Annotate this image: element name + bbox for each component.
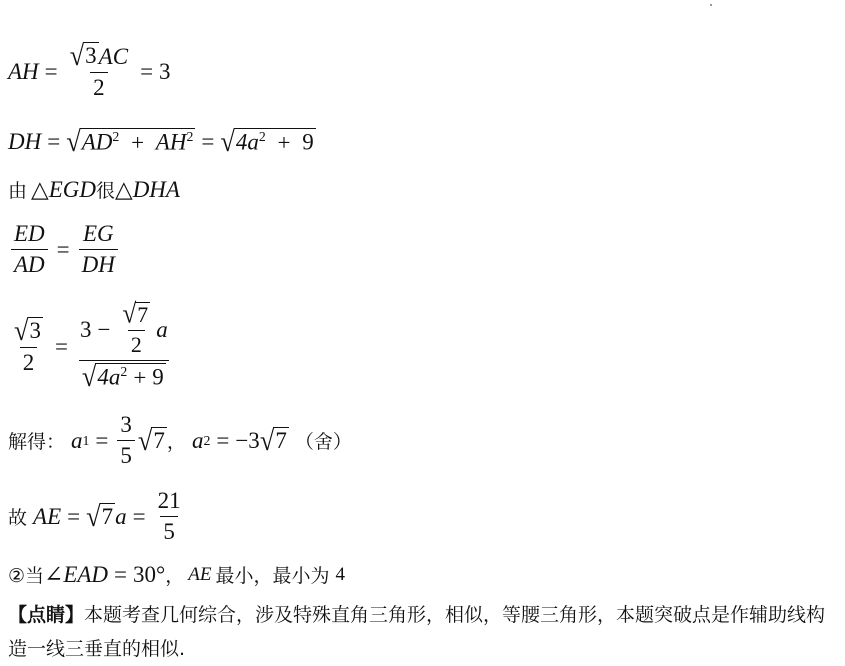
comment-label: 【点睛】 (8, 604, 85, 626)
stray-dot (710, 4, 712, 6)
ratio-equation: $\frac{ED}{AD}$ = $\frac{EG}{DH}$ (8, 221, 121, 278)
case-two: ②当 ∠EAD = 30° ， AE 最小，最小为 4 (8, 561, 345, 587)
comment-paragraph (8, 598, 838, 666)
substituted-equation: √ 3 2 = 3 − √ 7 2 a √ $4a^2 + 9$ (14, 299, 168, 393)
equation-ah: AH = √ 3 AC 2 = 3 (8, 38, 171, 100)
comment-text: 本题考查几何综合，涉及特殊直角三角形，相似，等腰三角形，本题突破点是作辅助线构造一线三垂直的相似. (8, 604, 826, 660)
eq-lhs: AH (8, 58, 39, 84)
solution-line: 解得： a 1 = $\frac{3}{5}$ √ 7 ， a 2 = −3 √ 7 （舍） (8, 412, 352, 468)
sqrt-expression: √ $4a^2 + 9$ (220, 124, 314, 158)
fraction: √ 3 AC 2 (69, 38, 129, 100)
ae-result: 故 AE = √ 7 a = $\frac{21}{5}$ (8, 488, 181, 544)
equation-dh: DH = √ $AD^2 + AH^2$ = √ $4a^2 + 9$ (8, 124, 314, 158)
sqrt-expression: √ $AD^2 + AH^2$ (66, 124, 194, 158)
similarity-statement: 由 △EGD 很 △DHA (8, 176, 180, 202)
